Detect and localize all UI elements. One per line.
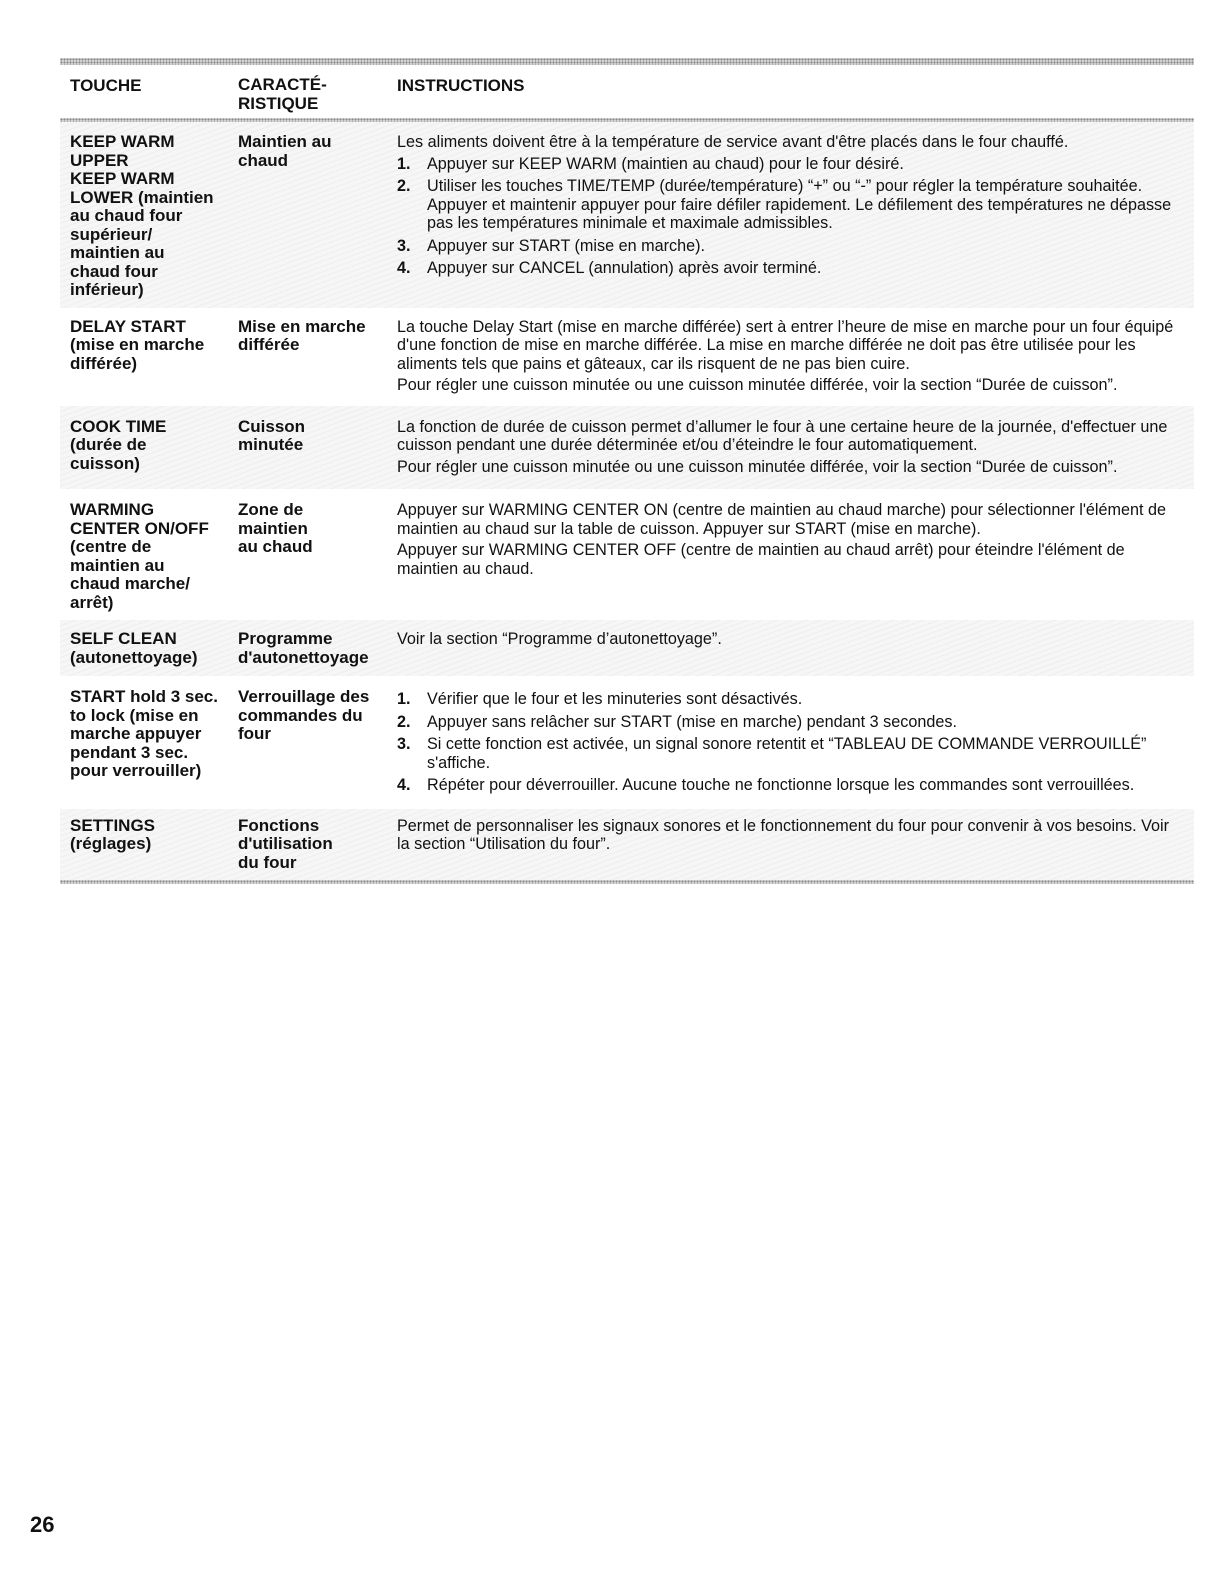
page-number: 26: [30, 1512, 55, 1537]
instruction-paragraph: La fonction de durée de cuisson permet d’allumer le four à une certaine heure de la journée, d'effectuer une cuisson pendant une durée déterminée et/ou d’éteindre le four automatiquement.: [397, 417, 1168, 454]
row-key: START hold 3 sec. to lock (mise en marche appuyer pendant 3 sec. pour verrouiller): [70, 687, 218, 780]
instruction-paragraph: Pour régler une cuisson minutée ou une cuisson minutée différée, voir la section “Durée de cuisson”.: [397, 457, 1118, 476]
row-key: SETTINGS (réglages): [70, 815, 156, 853]
table-row: [60, 122, 1194, 308]
instruction-paragraph: Permet de personnaliser les signaux sonores et le fonctionnement du four pour convenir à vos besoins. Voir la section “Utilisation du four”.: [397, 816, 1170, 853]
row-feature: Verrouillage des commandes du four: [238, 687, 370, 743]
step-text: Vérifier que le four et les minuteries sont désactivés.: [427, 690, 803, 708]
row-instructions: [397, 418, 1184, 480]
step-number: 4.: [397, 259, 411, 277]
instruction-paragraph: Voir la section “Programme d’autonettoyage”.: [397, 630, 722, 648]
row-instructions: [397, 688, 1184, 799]
row-feature: Programme d'autonettoyage: [238, 629, 369, 667]
instruction-steps: [397, 690, 1184, 795]
header-caracteristique: CARACTÉ- RISTIQUE: [238, 75, 327, 113]
row-key: SELF CLEAN (autonettoyage): [70, 629, 198, 667]
table-row: [60, 676, 1194, 809]
step-item: [397, 177, 1184, 233]
feature-table: [60, 58, 1194, 884]
table-row: [60, 620, 1194, 676]
row-instructions: [397, 133, 1184, 300]
instruction-steps: [397, 155, 1184, 278]
step-item: [397, 713, 1184, 732]
instruction-paragraph: Appuyer sur WARMING CENTER OFF (centre de maintien au chaud arrêt) pour éteindre l'élément de maintien au chaud.: [397, 541, 1125, 578]
row-instructions: [397, 817, 1184, 873]
step-item: [397, 776, 1184, 795]
step-item: [397, 237, 1184, 256]
row-instructions: [397, 501, 1184, 612]
row-feature: Cuisson minutée: [238, 416, 306, 454]
row-feature: Mise en marche différée: [238, 316, 366, 354]
table-row: [60, 406, 1194, 490]
step-text: Appuyer sur CANCEL (annulation) après avoir terminé.: [427, 259, 822, 277]
row-feature: Fonctions d'utilisation du four: [238, 815, 333, 872]
instruction-text: Les aliments doivent être à la température de service avant d'être placés dans le four chauffé.: [397, 133, 1069, 151]
step-text: Utiliser les touches TIME/TEMP (durée/température) “+” ou “-” pour régler la température souhaitée. Appuyer et maintenir appuyer pour faire défiler rapidement. Le défilement des températures ne dépasse pas les températures minimale et maximale admissibles.: [427, 177, 1172, 232]
table-row: [60, 308, 1194, 406]
step-item: [397, 735, 1184, 772]
step-number: 1.: [397, 690, 411, 708]
instruction-paragraph: Appuyer sur WARMING CENTER ON (centre de maintien au chaud marche) pour sélectionner l'élément de maintien au chaud sur la table de cuisson. Appuyer sur START (mise en marche).: [397, 501, 1167, 538]
row-feature: Maintien au chaud: [238, 132, 332, 170]
table-header: [60, 65, 1194, 118]
table-bottom-rule: [60, 880, 1194, 884]
step-item: [397, 259, 1184, 278]
step-item: [397, 690, 1184, 709]
step-text: Si cette fonction est activée, un signal sonore retentit et “TABLEAU DE COMMANDE VERROUILLÉ” s'affiche.: [427, 735, 1147, 772]
row-feature: Zone de maintien au chaud: [238, 500, 313, 556]
step-text: Répéter pour déverrouiller. Aucune touche ne fonctionne lorsque les commandes sont verrouillées.: [427, 776, 1135, 794]
step-item: [397, 155, 1184, 174]
step-number: 3.: [397, 735, 411, 753]
row-key: DELAY START (mise en marche différée): [70, 316, 205, 373]
row-key: KEEP WARM UPPER KEEP WARM LOWER (maintien au chaud four supérieur/ maintien au chaud four inférieur): [70, 132, 214, 299]
header-touche: TOUCHE: [70, 76, 142, 95]
step-text: Appuyer sur START (mise en marche).: [427, 236, 705, 255]
row-instructions: [397, 630, 1184, 667]
step-text: Appuyer sans relâcher sur START (mise en marche) pendant 3 secondes.: [427, 712, 957, 731]
header-instructions: INSTRUCTIONS: [397, 76, 525, 95]
step-text: Appuyer sur KEEP WARM (maintien au chaud) pour le four désiré.: [427, 154, 904, 173]
row-key: WARMING CENTER ON/OFF (centre de maintien au chaud marche/ arrêt): [70, 500, 209, 612]
table-row: [60, 489, 1194, 620]
row-instructions: [397, 318, 1184, 398]
table-row: [60, 809, 1194, 881]
table-top-rule: [60, 58, 1194, 65]
instruction-paragraph: Pour régler une cuisson minutée ou une cuisson minutée différée, voir la section “Durée de cuisson”.: [397, 376, 1118, 394]
instruction-paragraph: La touche Delay Start (mise en marche différée) sert à entrer l’heure de mise en marche pour un four équipé d'une fonction de mise en marche différée. La mise en marche différée ne doit pas être utilisée pour les aliments tels que pains et gâteaux, car ils risquent de ne pas bien cuire.: [397, 317, 1174, 373]
step-number: 1.: [397, 154, 411, 173]
step-number: 2.: [397, 712, 411, 731]
step-number: 3.: [397, 236, 411, 255]
row-key: COOK TIME (durée de cuisson): [70, 416, 167, 473]
step-number: 4.: [397, 776, 411, 794]
step-number: 2.: [397, 177, 411, 195]
